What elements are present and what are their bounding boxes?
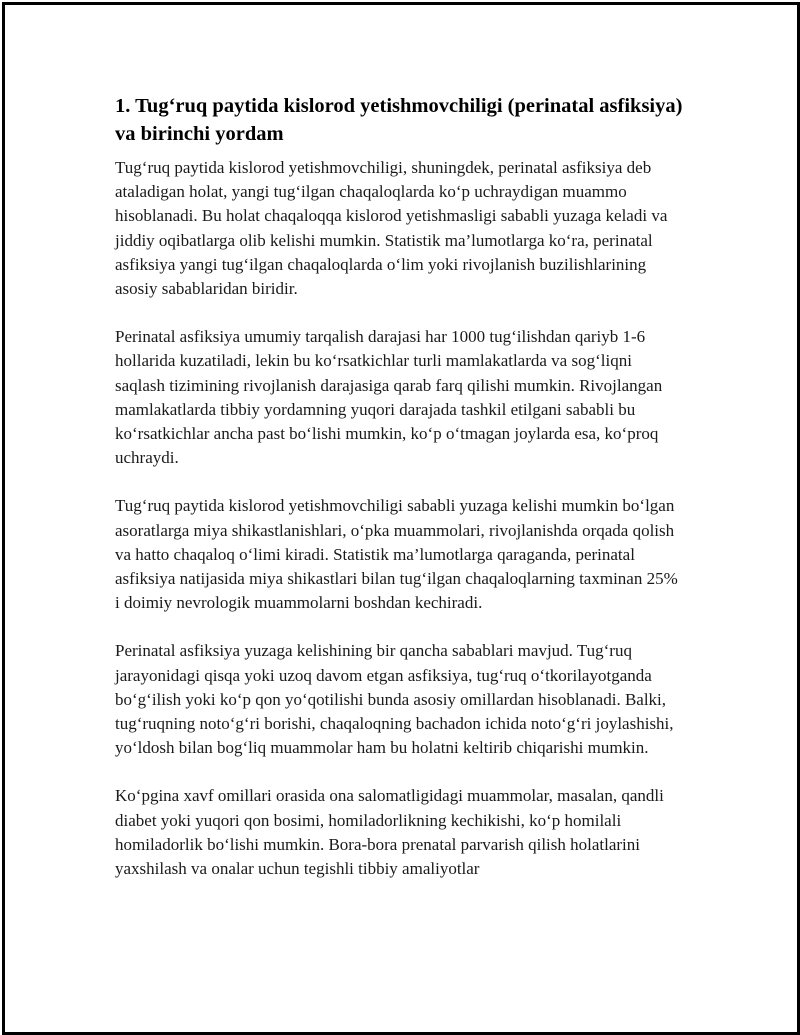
- document-body: [115, 92, 685, 905]
- section-heading: 1. Tug‘ruq paytida kislorod yetishmovchiligi (perinatal asfiksiya) va birinchi yordam: [115, 95, 683, 145]
- paragraph-2: Perinatal asfiksiya umumiy tarqalish darajasi har 1000 tug‘ilishdan qariyb 1-6 hollarida kuzatiladi, lekin bu ko‘rsatkichlar turli mamlakatlarda va sog‘liqni saqlash tizimining rivojlanish darajasiga qarab farq qilishi mumkin. Rivojlangan mamlakatlarda tibbiy yordamning yuqori darajada tashkil etilgani sababli bu ko‘rsatkichlar ancha past bo‘lishi mumkin, ko‘p o‘tmagan joylarda esa, ko‘proq uchraydi.: [115, 327, 663, 468]
- paragraph-3: Tug‘ruq paytida kislorod yetishmovchiligi sababli yuzaga kelishi mumkin bo‘lgan asoratlarga miya shikastlanishlari, o‘pka muammolari, rivojlanishda orqada qolish va hatto chaqaloq o‘limi kiradi. Statistik ma’lumotlarga qaraganda, perinatal asfiksiya natijasida miya shikastlari bilan tug‘ilgan chaqaloqlarning taxminan 25% i doimiy nevrologik muammolarni boshdan kechiradi.: [115, 496, 678, 613]
- paragraph-1: Tug‘ruq paytida kislorod yetishmovchiligi, shuningdek, perinatal asfiksiya deb ataladigan holat, yangi tug‘ilgan chaqaloqlarda ko‘p uchraydigan muammo hisoblanadi. Bu holat chaqaloqqa kislorod yetishmasligi sababli yuzaga keladi va jiddiy oqibatlarga olib kelishi mumkin. Statistik ma’lumotlarga ko‘ra, perinatal asfiksiya yangi tug‘ilgan chaqaloqlarda o‘lim yoki rivojlanish buzilishlarining asosiy sabablaridan biridir.: [115, 158, 668, 299]
- paragraph-4: Perinatal asfiksiya yuzaga kelishining bir qancha sabablari mavjud. Tug‘ruq jarayonidagi qisqa yoki uzoq davom etgan asfiksiya, tug‘ruq o‘tkorilayotganda bo‘g‘ilish yoki ko‘p qon yo‘qotilishi bunda asosiy omillardan hisoblanadi. Balki, tug‘ruqning noto‘g‘ri borishi, chaqaloqning bachadon ichida noto‘g‘ri joylashishi, yo‘ldosh bilan bog‘liq muammolar ham bu holatni keltirib chiqarishi mumkin.: [115, 641, 674, 758]
- paragraph-5: Ko‘pgina xavf omillari orasida ona salomatligidagi muammolar, masalan, qandli diabet yoki yuqori qon bosimi, homiladorlikning kechikishi, ko‘p homilali homiladorlik bo‘lishi mumkin. Bora-bora prenatal parvarish qilish holatlarini yaxshilash va onalar uchun tegishli tibbiy amaliyotlar: [115, 786, 664, 879]
